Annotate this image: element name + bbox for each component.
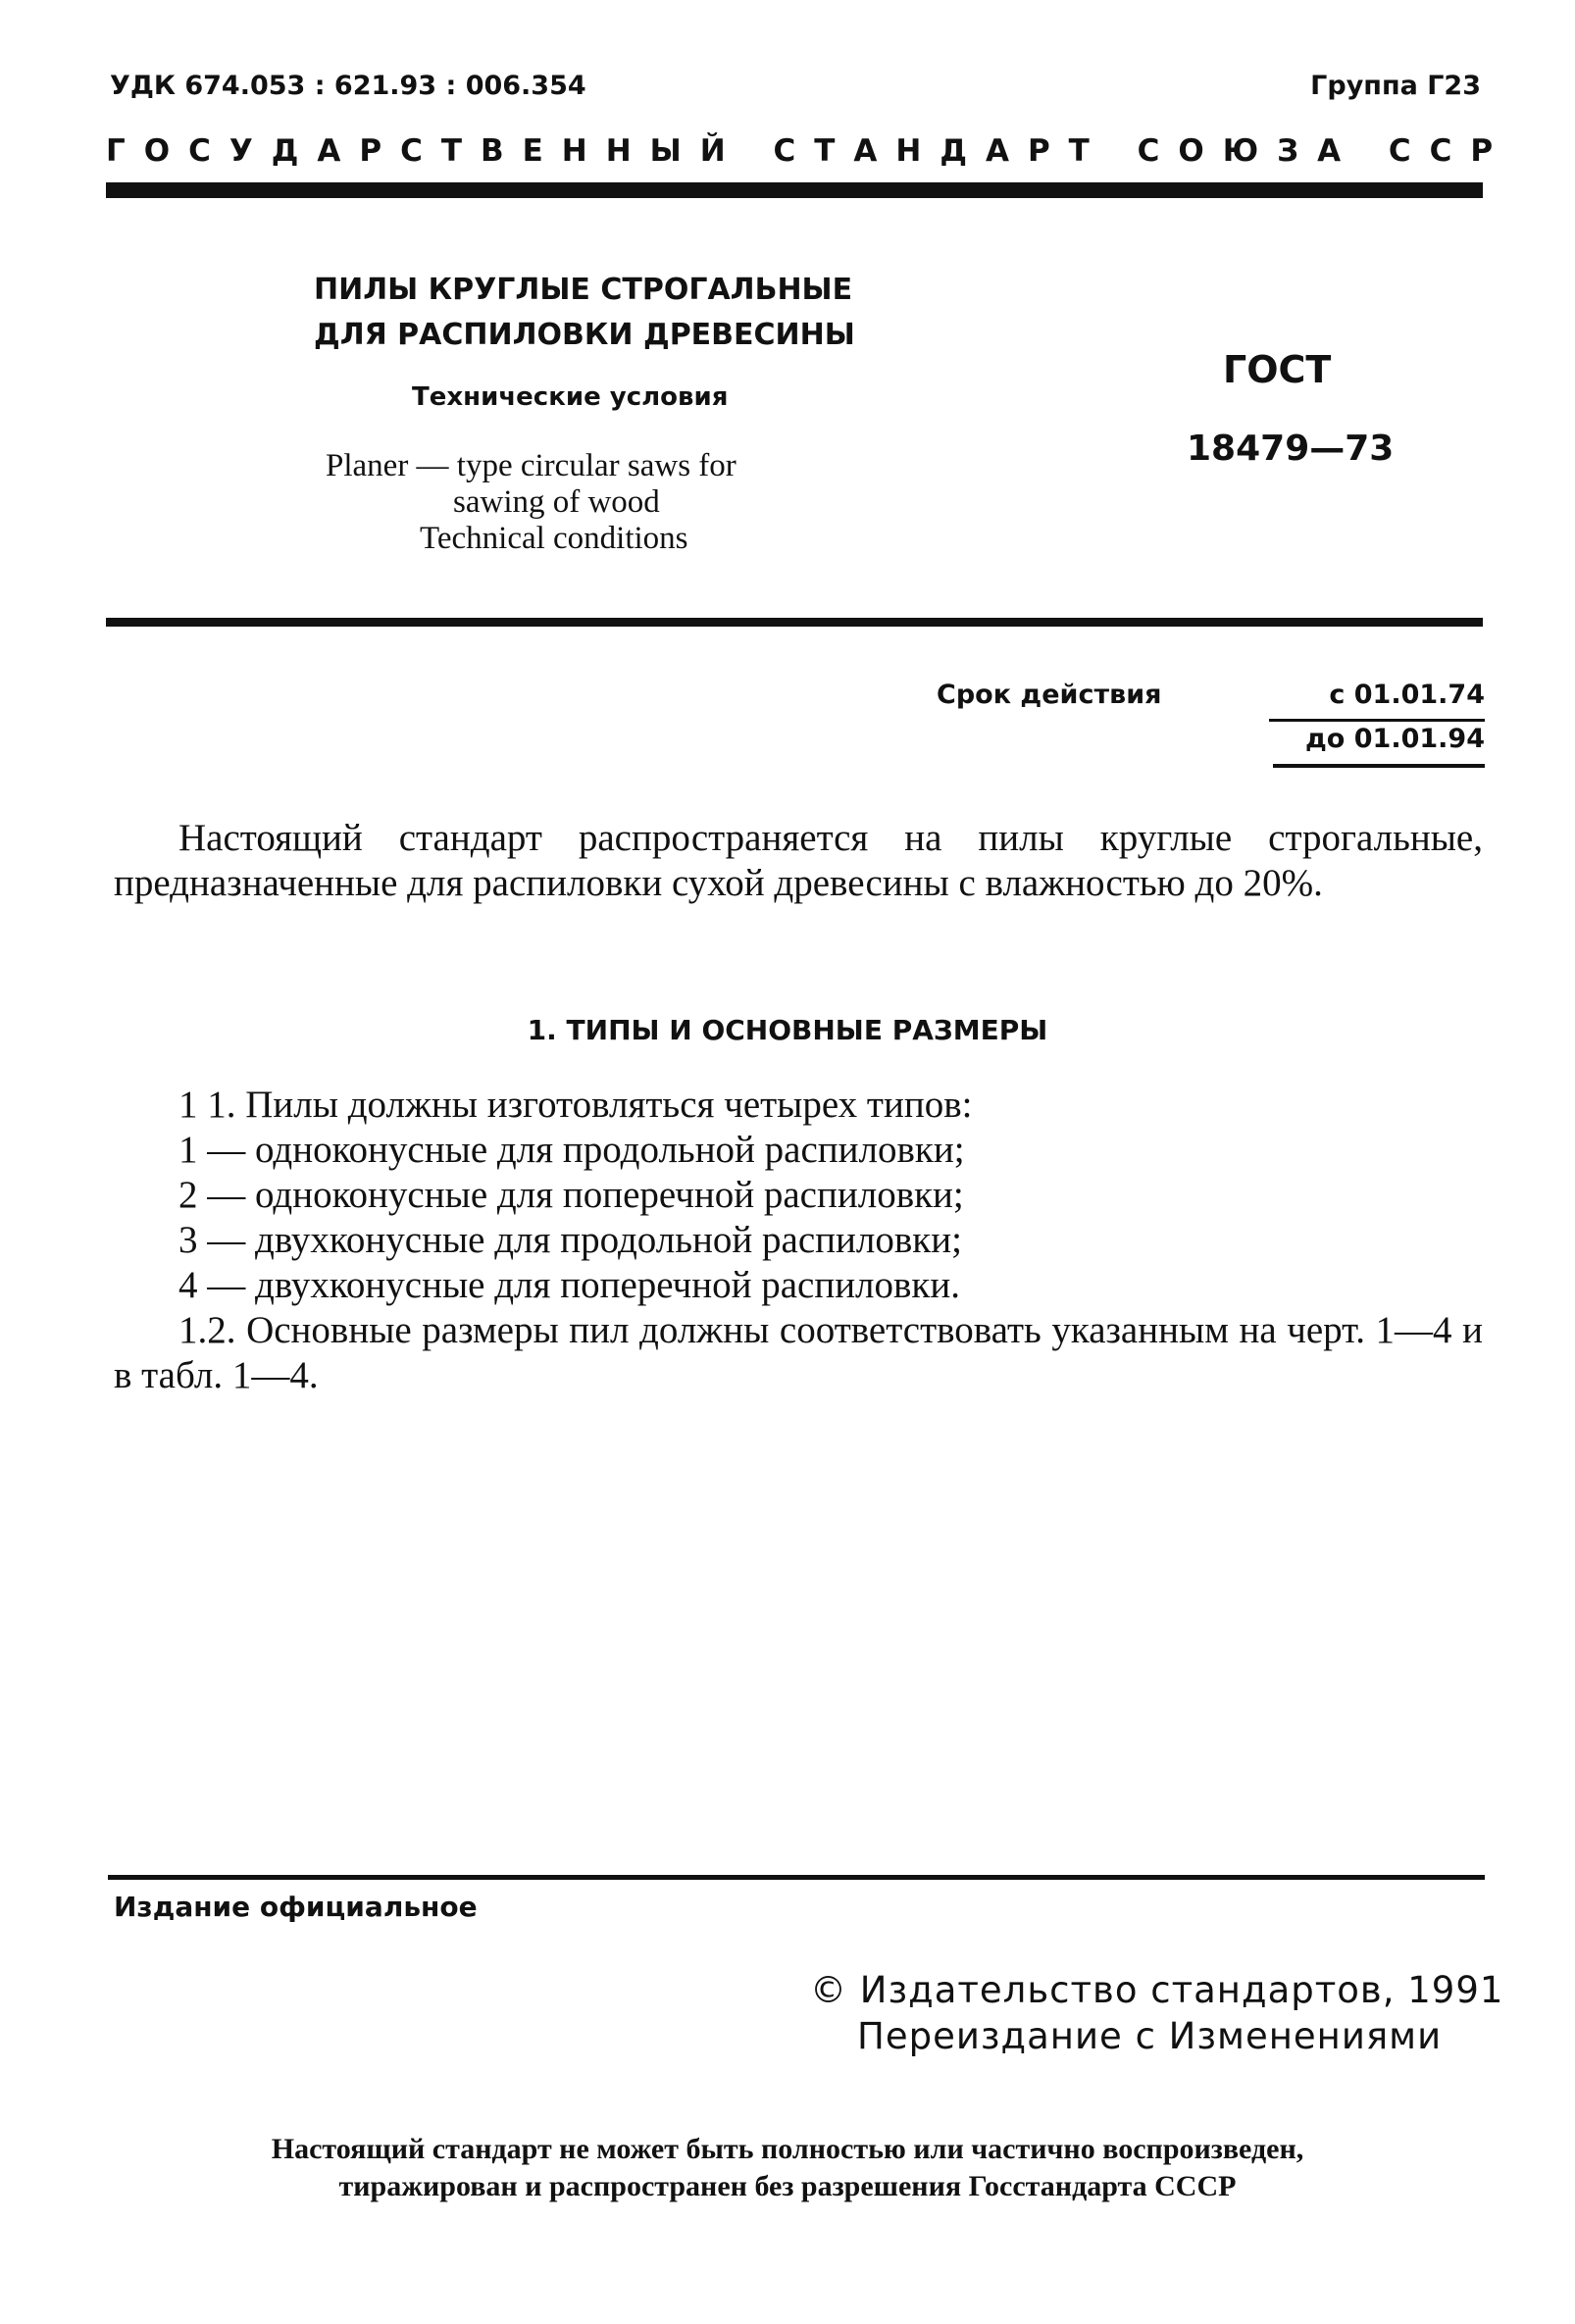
validity-from: с 01.01.74 [1329,680,1485,710]
title-line-2: ДЛЯ РАСПИЛОВКИ ДРЕВЕСИНЫ [314,318,855,352]
reprint-note: Переиздание с Изменениями [857,2015,1443,2057]
copyright-notice-line-1: Настоящий стандарт не может быть полностью или частично воспроизведен, [271,2133,1304,2165]
gost-number: 18479—73 [1187,429,1395,469]
top-rule [106,182,1483,198]
section-heading: 1. ТИПЫ И ОСНОВНЫЕ РАЗМЕРЫ [527,1014,1048,1046]
intro-paragraph: Настоящий стандарт распространяется на пилы круглые строгальные, предназначенные для распиловки сухой древесины с влажностью до 20%. [114,817,1483,904]
validity-from-rule [1269,719,1485,722]
footer-rule [108,1875,1485,1880]
title-rule [106,618,1483,627]
gost-label: ГОСТ [1223,348,1332,391]
clause-1-2: 1.2. Основные размеры пил должны соответствовать указанным на черт. 1—4 и в табл. 1—4. [114,1309,1483,1396]
english-title-line-3: Technical conditions [420,521,688,556]
english-title-line-2: sawing of wood [453,484,660,520]
state-standard-heading: ГОСУДАРСТВЕННЫЙ СТАНДАРТ СОЮЗА ССР [106,133,1512,169]
publisher-copyright: © Издательство стандартов, 1991 [810,1969,1504,2011]
title-subtitle: Технические условия [412,382,729,412]
copyright-notice-line-2: тиражирован и распространен без разрешения Госстандарта СССР [338,2170,1237,2202]
udk-code: УДК 674.053 : 621.93 : 006.354 [110,71,586,101]
type-item-1: 1 — одноконусные для продольной распиловки; [178,1129,965,1171]
validity-label: Срок действия [937,680,1162,710]
type-item-4: 4 — двухконусные для поперечной распиловки. [178,1264,961,1306]
type-item-3: 3 — двухконусные для продольной распиловки; [178,1219,962,1261]
group-code: Группа Г23 [1310,71,1481,101]
validity-to-rule [1273,764,1485,768]
edition-label: Издание официальное [114,1891,478,1923]
clause-1-1: 1 1. Пилы должны изготовляться четырех типов: [178,1084,973,1126]
title-line-1: ПИЛЫ КРУГЛЫЕ СТРОГАЛЬНЫЕ [314,273,853,307]
english-title-line-1: Planer — type circular saws for [326,448,737,483]
type-item-2: 2 — одноконусные для поперечной распиловки; [178,1174,964,1216]
validity-to: до 01.01.94 [1305,724,1485,754]
